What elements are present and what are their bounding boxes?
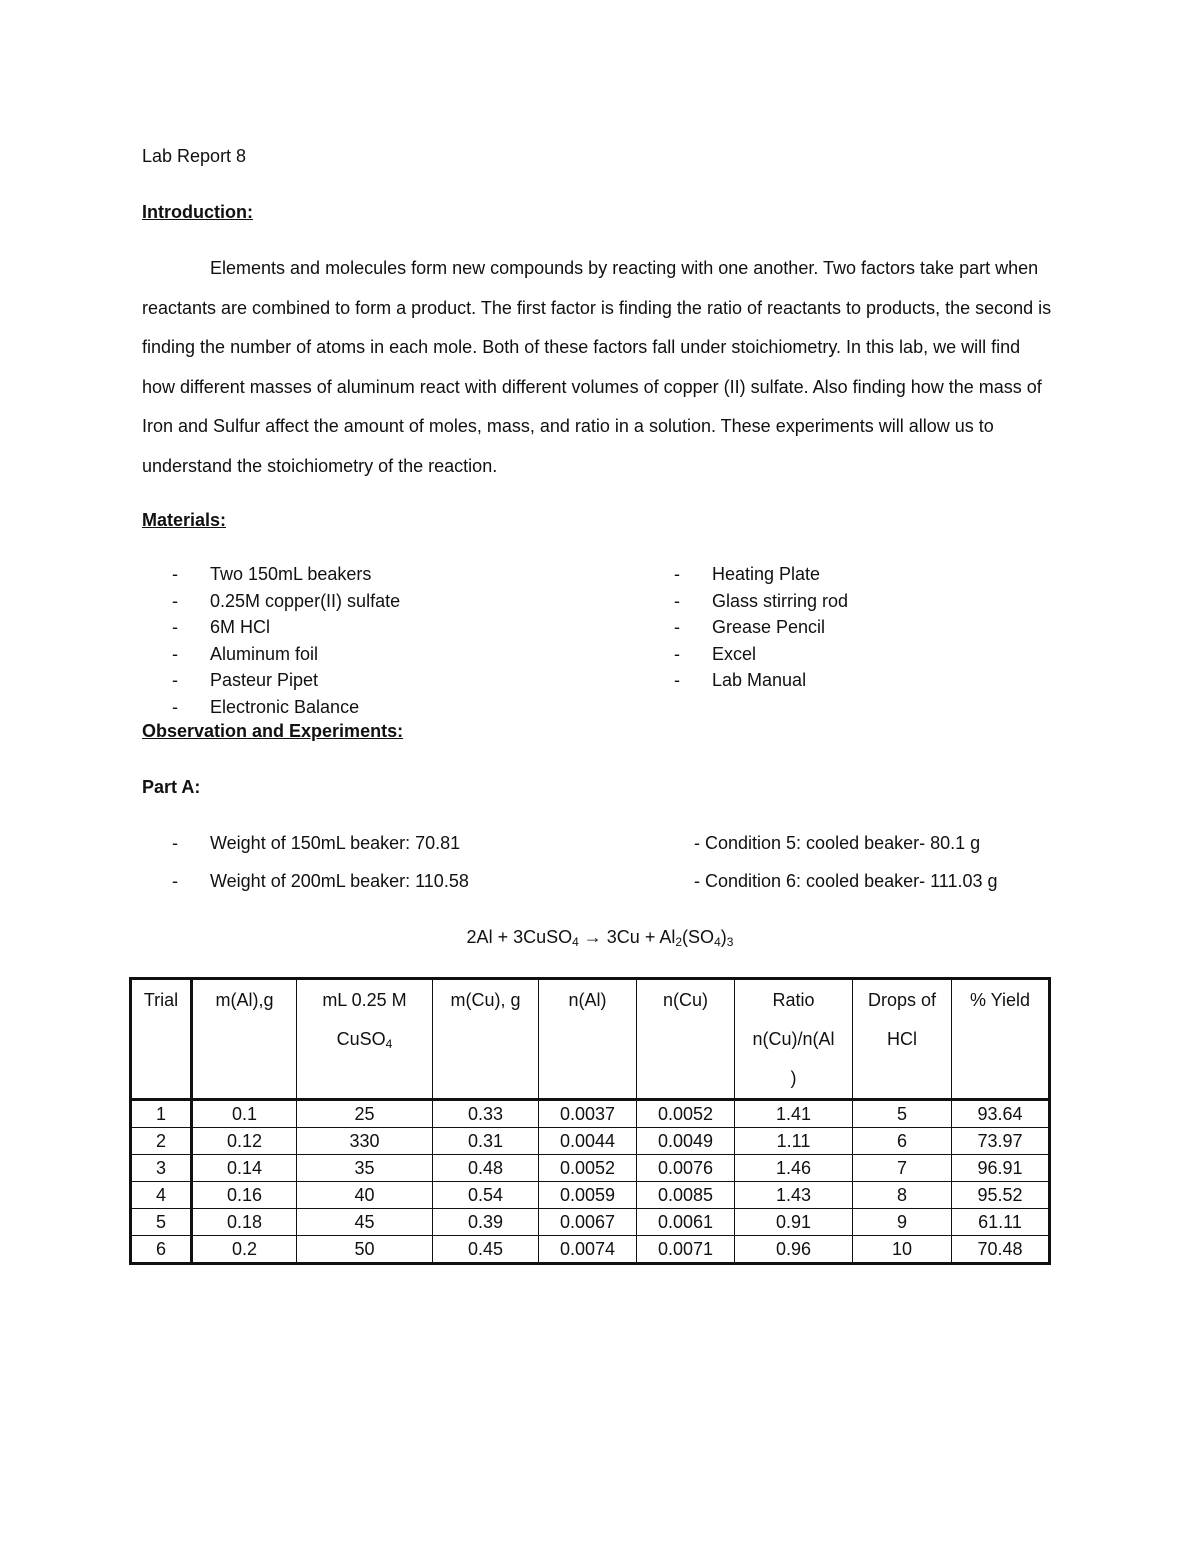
list-item: - Lab Manual	[674, 670, 807, 691]
table-cell: 9	[853, 1209, 952, 1236]
table-cell: 1.43	[735, 1182, 853, 1209]
table-cell: 96.91	[952, 1155, 1050, 1182]
table-cell: 0.45	[433, 1236, 539, 1264]
table-cell: 0.48	[433, 1155, 539, 1182]
table-cell: 0.0049	[637, 1128, 735, 1155]
introduction-text: Elements and molecules form new compounds by reacting with one another. Two factors take part when reactants are combined to form a product. The first factor is finding the ratio of reactants to products, the second is finding the number of atoms in each mole. Both of these factors fall under stoichiometry. In this lab, we will find how different masses of aluminum react with different volumes of copper (II) sulfate. Also finding how the mass of Iron and Sulfur affect the amount of moles, mass, and ratio in a solution. These experiments will allow us to understand the stoichiometry of the reaction.	[142, 258, 1052, 476]
col-header-ratio: Ratio n(Cu)/n(Al )	[735, 979, 853, 1100]
introduction-paragraph	[142, 249, 1054, 486]
condition-item: - Condition 6: cooled beaker- 111.03 g	[694, 871, 998, 891]
list-item: - Glass stirring rod	[674, 590, 849, 611]
table-row	[131, 1182, 1050, 1209]
table-cell: 1	[131, 1100, 192, 1128]
table-cell: 0.54	[433, 1182, 539, 1209]
table-cell: 1.46	[735, 1155, 853, 1182]
table-cell: 0.14	[192, 1155, 297, 1182]
table-header-row	[131, 979, 1050, 1100]
observation-heading: Observation and Experiments:	[142, 721, 404, 741]
list-item: - Two 150mL beakers	[172, 564, 372, 584]
table-cell: 0.0044	[539, 1128, 637, 1155]
table-cell: 0.0067	[539, 1209, 637, 1236]
table-cell: 0.91	[735, 1209, 853, 1236]
list-item: - Excel	[674, 643, 757, 664]
table-row	[131, 1155, 1050, 1182]
col-header-percent-yield: % Yield	[952, 979, 1050, 1100]
table-row	[131, 1209, 1050, 1236]
table-cell: 0.0076	[637, 1155, 735, 1182]
introduction-heading: Introduction:	[142, 202, 253, 222]
col-header-drops-hcl: Drops of HCl	[853, 979, 952, 1100]
table-cell: 0.0059	[539, 1182, 637, 1209]
table-cell: 95.52	[952, 1182, 1050, 1209]
table-cell: 0.16	[192, 1182, 297, 1209]
table-cell: 0.0074	[539, 1236, 637, 1264]
col-header-trial: Trial	[131, 979, 192, 1100]
table-cell: 330	[297, 1128, 433, 1155]
table-cell: 8	[853, 1182, 952, 1209]
table-cell: 5	[131, 1209, 192, 1236]
document-page: Lab Report 8 Introduction: Elements and molecules form new compounds by reacting with one another. Two factors take part when reactants are combined to form a product. The first factor is finding the ratio of reactants to products, the second is finding the number of atoms in each mole. Both of these factors fall under stoichiometry. In this lab, we will find how different masses of aluminum react with different volumes of copper (II) sulfate. Also finding how the mass of Iron and Sulfur affect the amount of moles, mass, and ratio in a solution. These experiments will allow us to understand the stoichiometry of the reaction. Materials: - Two 150mL beakers - 0.25M copper(II) sulfate - 6M HCl - Aluminum foil - Pasteur Pipet - Electronic Balance - Heating Plate - Glass stirring rod - Grease Pencil - Excel - Lab Manual Observation and Experiments: Part A: - Weight of 150mL beaker: 70.81 - Weight of 200mL beaker: 110.58 - Condition 5: cooled beaker- 80.1 g - Condition 6: cooled beaker- 111.03 g 2Al + 3CuSO$_4$ → $3Cu + Al_2(SO_4)_3$ Trial m(Al),g mL 0.25 M CuSO$_4$ m(Cu), g n(Al) n(Cu) Ratio n(Cu)/n(Al ) Drops of HCl % Yield 1 0.1 25 0.33 0.0037 0.0052 1.41 5 93.64 2 0.12 330 0.31 0.0044 0.0049 1.11 6 73.97 3 0.14 35 0.48 0.0052 0.0076 1.46 7 96.91 4 0.16 40 0.54 0.0059 0.0085 1.43 8 95.52 5 0.18 45 0.39 0.0067 0.0061 0.91 9 61.11 6 0.2 50 0.45 0.0074 0.0071 0.96 10 70.48	[0, 0, 1200, 1553]
table-cell: 1.41	[735, 1100, 853, 1128]
table-cell: 0.0037	[539, 1100, 637, 1128]
table-cell: 0.0052	[637, 1100, 735, 1128]
table-cell: 4	[131, 1182, 192, 1209]
table-cell: 0.18	[192, 1209, 297, 1236]
table-cell: 0.0071	[637, 1236, 735, 1264]
col-header-volume-cuso4: mL 0.25 M CuSO$_4$	[297, 979, 433, 1100]
conditions-list	[694, 829, 998, 905]
table-row	[131, 1100, 1050, 1128]
table-cell: 45	[297, 1209, 433, 1236]
materials-list-right	[674, 561, 1074, 694]
table-cell: 40	[297, 1182, 433, 1209]
list-item: - Grease Pencil	[674, 617, 826, 638]
list-item: - Heating Plate	[674, 564, 821, 584]
document-title: Lab Report 8	[142, 146, 247, 166]
table-cell: 10	[853, 1236, 952, 1264]
table-cell: 7	[853, 1155, 952, 1182]
table-cell: 2	[131, 1128, 192, 1155]
list-item: - Pasteur Pipet	[172, 670, 319, 691]
table-cell: 0.31	[433, 1128, 539, 1155]
list-item: - 0.25M copper(II) sulfate	[172, 590, 401, 611]
part-a-heading: Part A:	[142, 777, 201, 797]
condition-item: - Condition 5: cooled beaker- 80.1 g	[694, 833, 981, 853]
table-cell: 0.96	[735, 1236, 853, 1264]
table-cell: 6	[853, 1128, 952, 1155]
col-header-moles-cu: n(Cu)	[637, 979, 735, 1100]
list-item: - 6M HCl	[172, 617, 271, 638]
materials-list-left	[172, 561, 622, 721]
table-cell: 0.0052	[539, 1155, 637, 1182]
table-cell: 0.2	[192, 1236, 297, 1264]
table-cell: 73.97	[952, 1128, 1050, 1155]
table-cell: 0.12	[192, 1128, 297, 1155]
table-cell: 35	[297, 1155, 433, 1182]
chemical-equation: 2Al + 3CuSO$_4$ → $3Cu + Al_2(SO_4)_3$	[466, 927, 734, 949]
table-cell: 70.48	[952, 1236, 1050, 1264]
table-cell: 0.33	[433, 1100, 539, 1128]
table-cell: 61.11	[952, 1209, 1050, 1236]
col-header-moles-al: n(Al)	[539, 979, 637, 1100]
table-cell: 0.39	[433, 1209, 539, 1236]
table-cell: 1.11	[735, 1128, 853, 1155]
table-cell: 3	[131, 1155, 192, 1182]
table-cell: 5	[853, 1100, 952, 1128]
list-item: - Aluminum foil	[172, 643, 319, 664]
table-cell: 0.0085	[637, 1182, 735, 1209]
table-cell: 25	[297, 1100, 433, 1128]
table-cell: 0.1	[192, 1100, 297, 1128]
table-cell: 0.0061	[637, 1209, 735, 1236]
materials-heading: Materials:	[142, 510, 227, 530]
table-cell: 6	[131, 1236, 192, 1264]
list-item: - Electronic Balance	[172, 696, 360, 717]
col-header-mass-al: m(Al),g	[192, 979, 297, 1100]
table-cell: 93.64	[952, 1100, 1050, 1128]
table-row	[131, 1236, 1050, 1264]
table-cell: 50	[297, 1236, 433, 1264]
col-header-mass-cu: m(Cu), g	[433, 979, 539, 1100]
table-row	[131, 1128, 1050, 1155]
results-table	[129, 977, 1051, 1265]
